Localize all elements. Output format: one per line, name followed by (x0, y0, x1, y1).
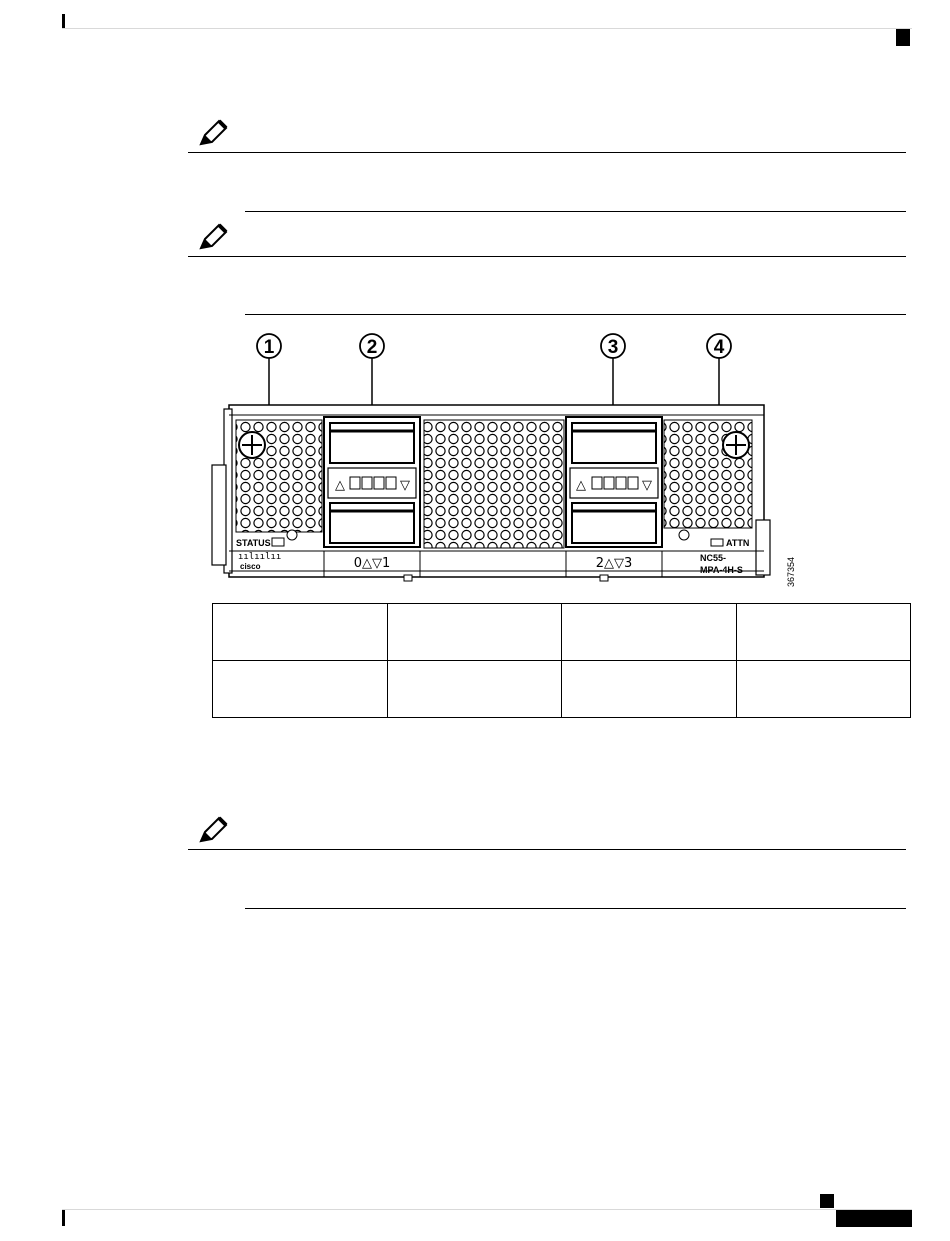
table-cell (562, 604, 737, 661)
model-label-line1: NC55- (700, 553, 727, 563)
left-screw (239, 432, 265, 458)
table-cell (213, 604, 388, 661)
callout-number: 2 (366, 337, 378, 358)
mpa-front-panel-diagram (200, 325, 810, 595)
table-cell (213, 661, 388, 718)
table-cell (387, 661, 562, 718)
footer-rule (62, 1209, 912, 1210)
figure-id: 367354 (786, 556, 796, 587)
pencil-note-icon (197, 118, 231, 148)
table-row (213, 661, 911, 718)
footer-right-block-small (820, 1194, 834, 1208)
note-top-rule (188, 849, 906, 850)
brand-logo: cisco (240, 562, 261, 571)
callout-number: 3 (607, 337, 619, 358)
port-label-0-1: 0△▽1 (353, 556, 391, 571)
note-bottom-rule (245, 908, 906, 909)
pencil-note-icon (197, 222, 231, 252)
port-cage-2-3 (566, 417, 662, 547)
cisco-logo-bars: ıılıılıı (238, 552, 282, 562)
svg-text:▽: ▽ (400, 478, 410, 493)
model-label-line2: MPA-4H-S (700, 565, 743, 575)
note-top-rule (188, 256, 906, 257)
callout-number: 4 (713, 337, 725, 358)
svg-text:▽: ▽ (642, 478, 652, 493)
table-cell (736, 604, 911, 661)
hardware-figure (200, 325, 810, 595)
note-top-rule (188, 152, 906, 153)
legend-table (212, 603, 911, 718)
attn-label: ATTN (726, 538, 750, 548)
header-rule (62, 28, 912, 29)
right-screw (723, 432, 749, 458)
status-label: STATUS (236, 538, 271, 548)
table-cell (387, 604, 562, 661)
footer-left-mark (62, 1210, 65, 1226)
header-left-mark (62, 14, 65, 28)
footer-page-tab (836, 1210, 912, 1227)
pencil-note-icon (197, 815, 231, 845)
note-bottom-rule (245, 314, 906, 315)
note-bottom-rule (245, 211, 906, 212)
port-label-2-3: 2△▽3 (595, 556, 633, 571)
table-cell (736, 661, 911, 718)
header-right-block (896, 29, 910, 46)
table-row (213, 604, 911, 661)
port-cage-0-1 (324, 417, 420, 547)
table-cell (562, 661, 737, 718)
svg-text:△: △ (576, 478, 586, 493)
callout-number: 1 (263, 337, 275, 358)
svg-text:△: △ (335, 478, 345, 493)
